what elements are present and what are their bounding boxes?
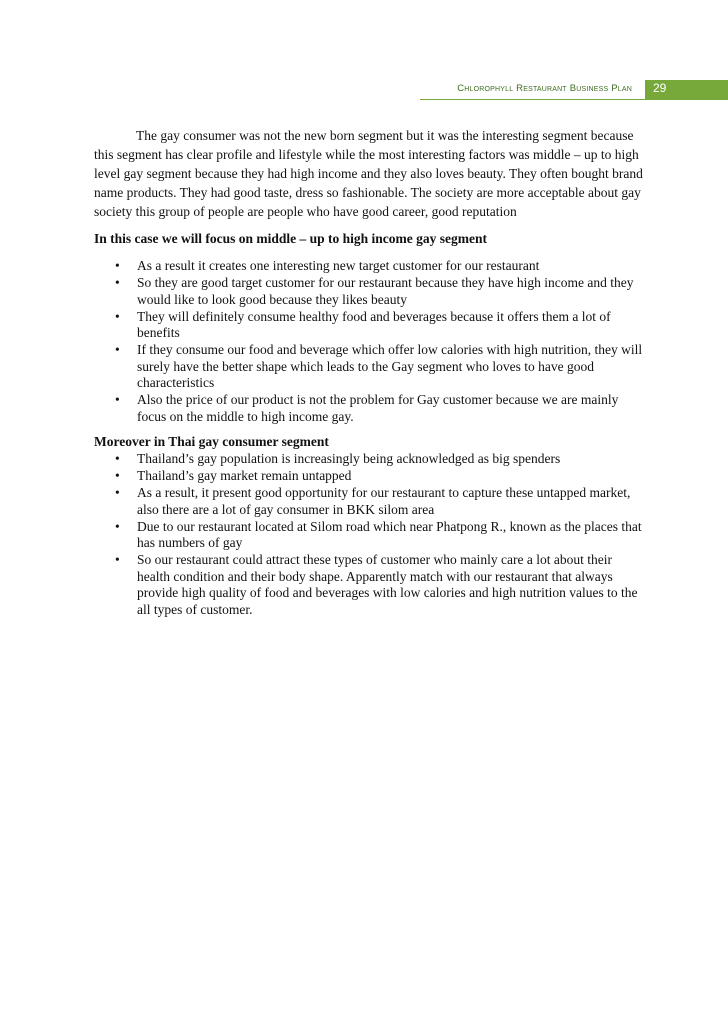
bullet-list-thai-gay-segment [94, 451, 646, 618]
list-item: • They will definitely consume healthy food and beverages because it offers them a lot of benefits [94, 309, 646, 342]
intro-paragraph: The gay consumer was not the new born segment but it was the interesting segment because this segment has clear profile and lifestyle while the most interesting factors was middle – up to high level gay segment because they had high income and they also loves beauty. They often bought brand name products. They had good taste, dress so fashionable. The society are more acceptable about gay society this group of people are people who have good career, good reputation [94, 128, 643, 219]
list-item: • Thailand’s gay market remain untapped [94, 468, 646, 485]
list-item: • So they are good target customer for our restaurant because they have high income and they would like to look good because they likes beauty [94, 275, 646, 308]
list-item: • So our restaurant could attract these types of customer who mainly care a lot about their health condition and their body shape. Apparently match with our restaurant that always provide high quality of food and beverages with low calories and high nutrition values to the all types of customer. [94, 552, 646, 618]
page-number: 29 [653, 81, 667, 95]
page-number-box [645, 80, 728, 99]
list-item: • As a result it creates one interesting new target customer for our restaurant [94, 258, 646, 275]
list-item: • Due to our restaurant located at Silom road which near Phatpong R., known as the places that has numbers of gay [94, 519, 646, 552]
page-body [94, 126, 646, 619]
bullet-list-focus [94, 258, 646, 425]
list-item: • Also the price of our product is not the problem for Gay customer because we are mainly focus on the middle to high income gay. [94, 392, 646, 425]
list-item: • If they consume our food and beverage which offer low calories with high nutrition, they will surely have the better shape which leads to the Gay segment who loves to have good characteristics [94, 342, 646, 392]
section-heading-thai-gay-segment: Moreover in Thai gay consumer segment [94, 434, 329, 449]
document-title: Chlorophyll Restaurant Business Plan [457, 83, 632, 94]
list-item: • Thailand’s gay population is increasingly being acknowledged as big spenders [94, 451, 646, 468]
header-rule [420, 99, 728, 100]
list-item: • As a result, it present good opportunity for our restaurant to capture these untapped market, also there are a lot of gay consumer in BKK silom area [94, 485, 646, 518]
page-header [0, 80, 728, 100]
section-heading-focus: In this case we will focus on middle – up to high income gay segment [94, 231, 488, 246]
